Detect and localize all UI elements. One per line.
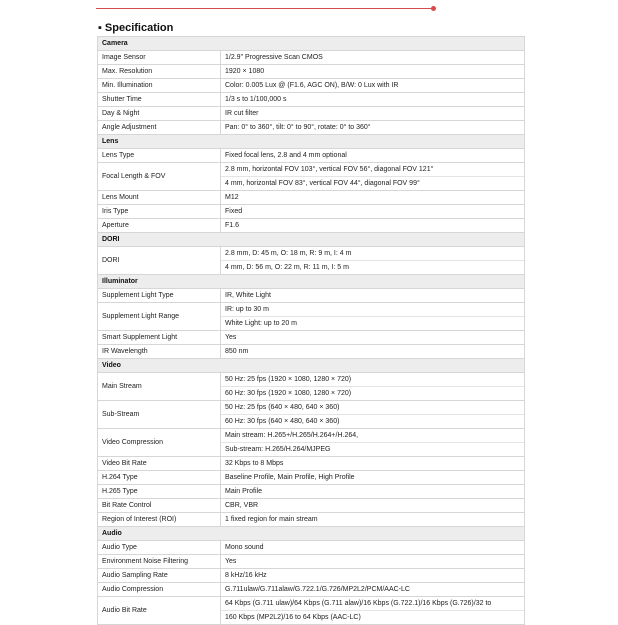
spec-value: Fixed focal lens, 2.8 and 4 mm optional (221, 149, 525, 163)
spec-key: Lens Mount (98, 191, 221, 205)
spec-value: F1.6 (221, 219, 525, 233)
spec-value: Yes (221, 331, 525, 345)
spec-row-audio-compression (98, 583, 525, 597)
spec-row-audio-bit-rate (98, 597, 525, 625)
spec-table-body (98, 37, 525, 625)
spec-row-video-compression (98, 429, 525, 457)
spec-value: 850 nm (221, 345, 525, 359)
spec-key: Region of Interest (ROI) (98, 513, 221, 527)
spec-key: Angle Adjustment (98, 121, 221, 135)
spec-value: 4 mm, D: 56 m, O: 22 m, R: 11 m, I: 5 m (225, 264, 349, 271)
spec-row-lens-mount (98, 191, 525, 205)
spec-value: 2.8 mm, horizontal FOV 103°, vertical FOV 56°, diagonal FOV 121° (221, 163, 524, 177)
spec-value: Sub-stream: H.265/H.264/MJPEG (225, 446, 331, 453)
spec-key: Bit Rate Control (98, 499, 221, 513)
spec-value: 50 Hz: 25 fps (640 × 480, 640 × 360) (221, 401, 524, 415)
spec-row-focal-length-fov (98, 163, 525, 191)
spec-key: Iris Type (98, 205, 221, 219)
spec-value: Fixed (221, 205, 525, 219)
spec-value: 8 kHz/16 kHz (221, 569, 525, 583)
spec-row-h-264-type (98, 471, 525, 485)
spec-row-audio-sampling-rate (98, 569, 525, 583)
spec-value: 60 Hz: 30 fps (640 × 480, 640 × 360) (225, 418, 340, 425)
spec-key: Video Bit Rate (98, 457, 221, 471)
spec-value-group (221, 401, 525, 429)
spec-value: Yes (221, 555, 525, 569)
spec-key: Lens Type (98, 149, 221, 163)
spec-key: IR Wavelength (98, 345, 221, 359)
spec-row-video-bit-rate (98, 457, 525, 471)
spec-row-ir-wavelength (98, 345, 525, 359)
spec-row-iris-type (98, 205, 525, 219)
spec-row-max-resolution (98, 65, 525, 79)
spec-value: IR: up to 30 m (221, 303, 524, 317)
section-title: Video (98, 359, 525, 373)
section-header-camera (98, 37, 525, 51)
spec-row-shutter-time (98, 93, 525, 107)
spec-row-aperture (98, 219, 525, 233)
spec-row-angle-adjustment (98, 121, 525, 135)
section-title: Audio (98, 527, 525, 541)
spec-key: Day & Night (98, 107, 221, 121)
spec-key: H.265 Type (98, 485, 221, 499)
section-title: DORI (98, 233, 525, 247)
spec-value: 50 Hz: 25 fps (1920 × 1080, 1280 × 720) (221, 373, 524, 387)
spec-key: Smart Supplement Light (98, 331, 221, 345)
spec-value: 2.8 mm, D: 45 m, O: 18 m, R: 9 m, I: 4 m (221, 247, 524, 261)
spec-value-group (221, 303, 525, 331)
spec-value: Mono sound (221, 541, 525, 555)
section-title: Camera (98, 37, 525, 51)
spec-key: Max. Resolution (98, 65, 221, 79)
spec-row-lens-type (98, 149, 525, 163)
section-header-illuminator (98, 275, 525, 289)
spec-value: 4 mm, horizontal FOV 83°, vertical FOV 44°, diagonal FOV 99° (225, 180, 420, 187)
spec-key: H.264 Type (98, 471, 221, 485)
page-title (98, 22, 173, 34)
spec-row-region-of-interest-roi (98, 513, 525, 527)
spec-value-group (221, 163, 525, 191)
spec-row-audio-type (98, 541, 525, 555)
spec-value: 160 Kbps (MP2L2)/16 to 64 Kbps (AAC-LC) (225, 614, 361, 621)
spec-value: White Light: up to 20 m (225, 320, 297, 327)
spec-row-min-illumination (98, 79, 525, 93)
section-title: Lens (98, 135, 525, 149)
spec-row-image-sensor (98, 51, 525, 65)
spec-row-bit-rate-control (98, 499, 525, 513)
spec-table (97, 36, 525, 625)
spec-key: Min. Illumination (98, 79, 221, 93)
spec-value: IR, White Light (221, 289, 525, 303)
spec-row-supplement-light-type (98, 289, 525, 303)
spec-key: Video Compression (98, 429, 221, 457)
spec-value-group (221, 373, 525, 401)
spec-value: CBR, VBR (221, 499, 525, 513)
spec-value-group (221, 247, 525, 275)
section-title: Illuminator (98, 275, 525, 289)
spec-value: Main Profile (221, 485, 525, 499)
spec-row-day-night (98, 107, 525, 121)
spec-row-sub-stream (98, 401, 525, 429)
spec-value: 1920 × 1080 (221, 65, 525, 79)
spec-key: Aperture (98, 219, 221, 233)
page-title-text: Specification (104, 22, 174, 34)
spec-value: 1/3 s to 1/100,000 s (221, 93, 525, 107)
spec-value-group (221, 429, 525, 457)
spec-value: Main stream: H.265+/H.265/H.264+/H.264, (221, 429, 524, 443)
spec-key: Audio Bit Rate (98, 597, 221, 625)
spec-key: Image Sensor (98, 51, 221, 65)
spec-value-group (221, 597, 525, 625)
spec-key: Audio Type (98, 541, 221, 555)
spec-key: Audio Compression (98, 583, 221, 597)
spec-value: Color: 0.005 Lux @ (F1.6, AGC ON), B/W: 0 Lux with IR (221, 79, 525, 93)
spec-value: Baseline Profile, Main Profile, High Profile (221, 471, 525, 485)
spec-value: G.711ulaw/G.711alaw/G.722.1/G.726/MP2L2/PCM/AAC-LC (221, 583, 525, 597)
spec-value: 1 fixed region for main stream (221, 513, 525, 527)
spec-row-environment-noise-filtering (98, 555, 525, 569)
bullet-icon: ▪ (98, 22, 102, 34)
spec-row-smart-supplement-light (98, 331, 525, 345)
section-header-dori (98, 233, 525, 247)
header-dot (431, 6, 436, 11)
spec-row-supplement-light-range (98, 303, 525, 331)
section-header-lens (98, 135, 525, 149)
spec-value: M12 (221, 191, 525, 205)
spec-key: Audio Sampling Rate (98, 569, 221, 583)
section-header-video (98, 359, 525, 373)
spec-row-h-265-type (98, 485, 525, 499)
section-header-audio (98, 527, 525, 541)
spec-value: Pan: 0° to 360°, tilt: 0° to 90°, rotate: 0° to 360° (221, 121, 525, 135)
spec-key: Supplement Light Range (98, 303, 221, 331)
spec-key: DORI (98, 247, 221, 275)
spec-value: 1/2.9" Progressive Scan CMOS (221, 51, 525, 65)
spec-key: Main Stream (98, 373, 221, 401)
spec-key: Supplement Light Type (98, 289, 221, 303)
spec-key: Sub-Stream (98, 401, 221, 429)
spec-row-dori (98, 247, 525, 275)
spec-row-main-stream (98, 373, 525, 401)
spec-value: 32 Kbps to 8 Mbps (221, 457, 525, 471)
spec-value: IR cut filter (221, 107, 525, 121)
spec-key: Environment Noise Filtering (98, 555, 221, 569)
header-rule (96, 8, 434, 9)
spec-value: 60 Hz: 30 fps (1920 × 1080, 1280 × 720) (225, 390, 352, 397)
spec-key: Shutter Time (98, 93, 221, 107)
spec-value: 64 Kbps (G.711 ulaw)/64 Kbps (G.711 alaw)/16 Kbps (G.722.1)/16 Kbps (G.726)/32 to (221, 597, 524, 611)
spec-key: Focal Length & FOV (98, 163, 221, 191)
